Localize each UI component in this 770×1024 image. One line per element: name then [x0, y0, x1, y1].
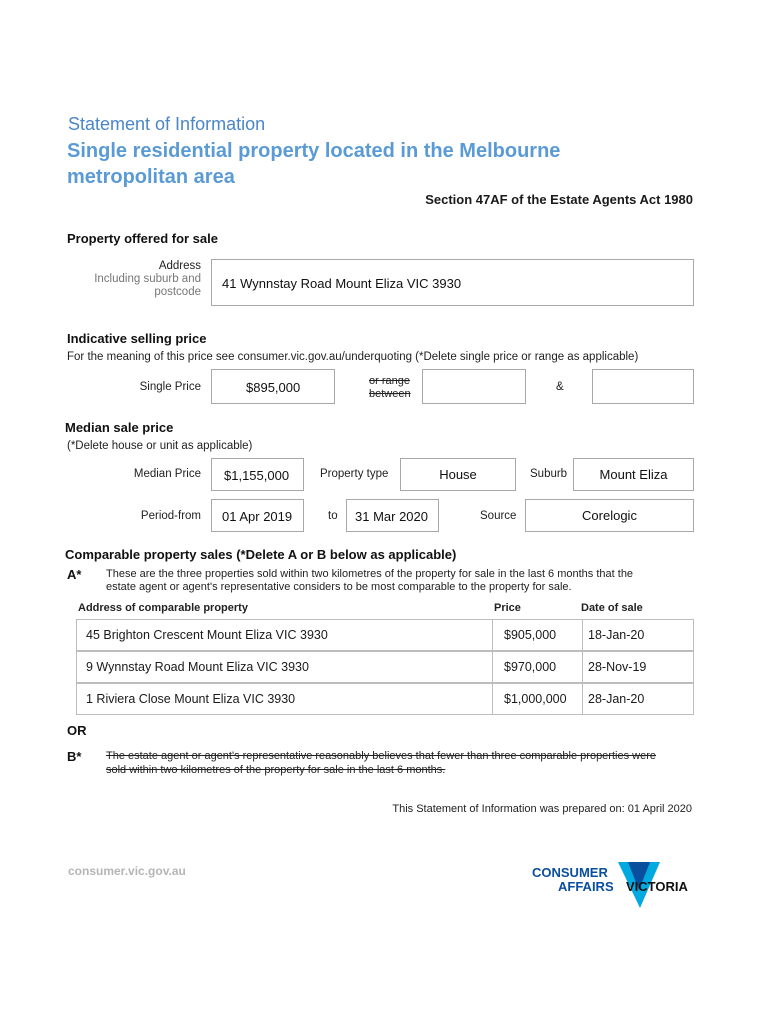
period-to-label: to [328, 510, 338, 522]
row-address: 9 Wynnstay Road Mount Eliza VIC 3930 [86, 660, 309, 674]
document-title-line1: Single residential property located in the Melbourne [67, 140, 561, 162]
option-a-marker: A* [67, 567, 82, 582]
median-price-value: $1,155,000 [224, 468, 290, 483]
consumer-affairs-logo [530, 860, 700, 910]
single-price-label: Single Price [139, 381, 201, 393]
suburb-value: Mount Eliza [599, 467, 668, 482]
property-type-label: Property type [320, 468, 389, 480]
option-a-text-2: estate agent or agent's representative considers to be most comparable to the property for sale. [106, 581, 572, 593]
table-row [76, 683, 694, 715]
cell-divider [492, 620, 493, 650]
statement-heading: Statement of Information [68, 114, 266, 134]
property-type-value: House [439, 467, 477, 482]
source-label: Source [480, 510, 517, 522]
suburb-label: Suburb [530, 468, 568, 480]
table-row [76, 651, 694, 683]
period-from-label: Period-from [140, 510, 201, 522]
row-address: 45 Brighton Crescent Mount Eliza VIC 3930 [86, 628, 328, 642]
row-date: 28-Nov-19 [588, 660, 647, 674]
source-field[interactable] [525, 499, 694, 532]
property-type-field[interactable] [400, 458, 516, 491]
range-low-field[interactable] [422, 369, 526, 404]
row-price: $1,000,000 [504, 692, 567, 706]
median-note: (*Delete house or unit as applicable) [67, 440, 253, 452]
period-from-field[interactable] [211, 499, 304, 532]
col-date-header: Date of sale [581, 602, 643, 614]
address-field[interactable] [211, 259, 694, 306]
cell-divider [492, 652, 493, 682]
source-value: Corelogic [582, 508, 637, 523]
col-address-header: Address of comparable property [78, 602, 248, 614]
option-b-marker: B* [67, 749, 82, 764]
option-b-text-1: The estate agent or agent's representative reasonably believes that fewer than three comparable properties were [106, 750, 656, 762]
row-date: 28-Jan-20 [588, 692, 645, 706]
prepared-date: This Statement of Information was prepared on: 01 April 2020 [392, 803, 692, 815]
website-link[interactable]: consumer.vic.gov.au [68, 864, 186, 878]
row-price: $905,000 [504, 628, 557, 642]
period-from-value: 01 Apr 2019 [222, 509, 293, 524]
median-heading: Median sale price [65, 420, 174, 435]
act-reference: Section 47AF of the Estate Agents Act 1980 [425, 192, 693, 207]
address-sublabel-2: postcode [154, 286, 201, 298]
comparable-heading: Comparable property sales (*Delete A or B below as applicable) [65, 547, 457, 562]
cell-divider [582, 684, 583, 714]
address-value: 41 Wynnstay Road Mount Eliza VIC 3930 [222, 276, 462, 291]
row-price: $970,000 [504, 660, 557, 674]
range-ampersand: & [556, 381, 564, 393]
single-price-field[interactable] [211, 369, 335, 404]
logo-text-affairs: AFFAIRS [558, 879, 614, 894]
option-a-text-1: These are the three properties sold within two kilometres of the property for sale in the last 6 months that the [106, 568, 634, 580]
address-sublabel-1: Including suburb and [94, 273, 201, 285]
single-price-value: $895,000 [246, 380, 301, 395]
col-price-header: Price [494, 602, 521, 614]
range-label-2: between [369, 388, 411, 400]
range-high-field[interactable] [592, 369, 694, 404]
row-date: 18-Jan-20 [588, 628, 645, 642]
property-heading: Property offered for sale [67, 231, 218, 246]
logo-text-victoria: VICTORIA [626, 879, 688, 894]
median-price-field[interactable] [211, 458, 304, 491]
indicative-note: For the meaning of this price see consumer.vic.gov.au/underquoting (*Delete single price or range as applicable) [67, 351, 639, 363]
logo-text-consumer: CONSUMER [532, 865, 608, 880]
row-address: 1 Riviera Close Mount Eliza VIC 3930 [86, 692, 296, 706]
table-row [76, 619, 694, 651]
median-price-label: Median Price [133, 468, 201, 480]
document-title-line2: metropolitan area [67, 166, 235, 188]
range-label-1: or range [369, 375, 410, 387]
suburb-field[interactable] [573, 458, 694, 491]
cell-divider [582, 652, 583, 682]
period-to-field[interactable] [346, 499, 439, 532]
cell-divider [492, 684, 493, 714]
period-to-value: 31 Mar 2020 [355, 509, 428, 524]
cell-divider [582, 620, 583, 650]
indicative-heading: Indicative selling price [67, 331, 207, 346]
or-divider: OR [67, 723, 87, 738]
option-b-text-2: sold within two kilometres of the property for sale in the last 6 months. [106, 764, 446, 776]
address-label: Address [158, 260, 201, 272]
